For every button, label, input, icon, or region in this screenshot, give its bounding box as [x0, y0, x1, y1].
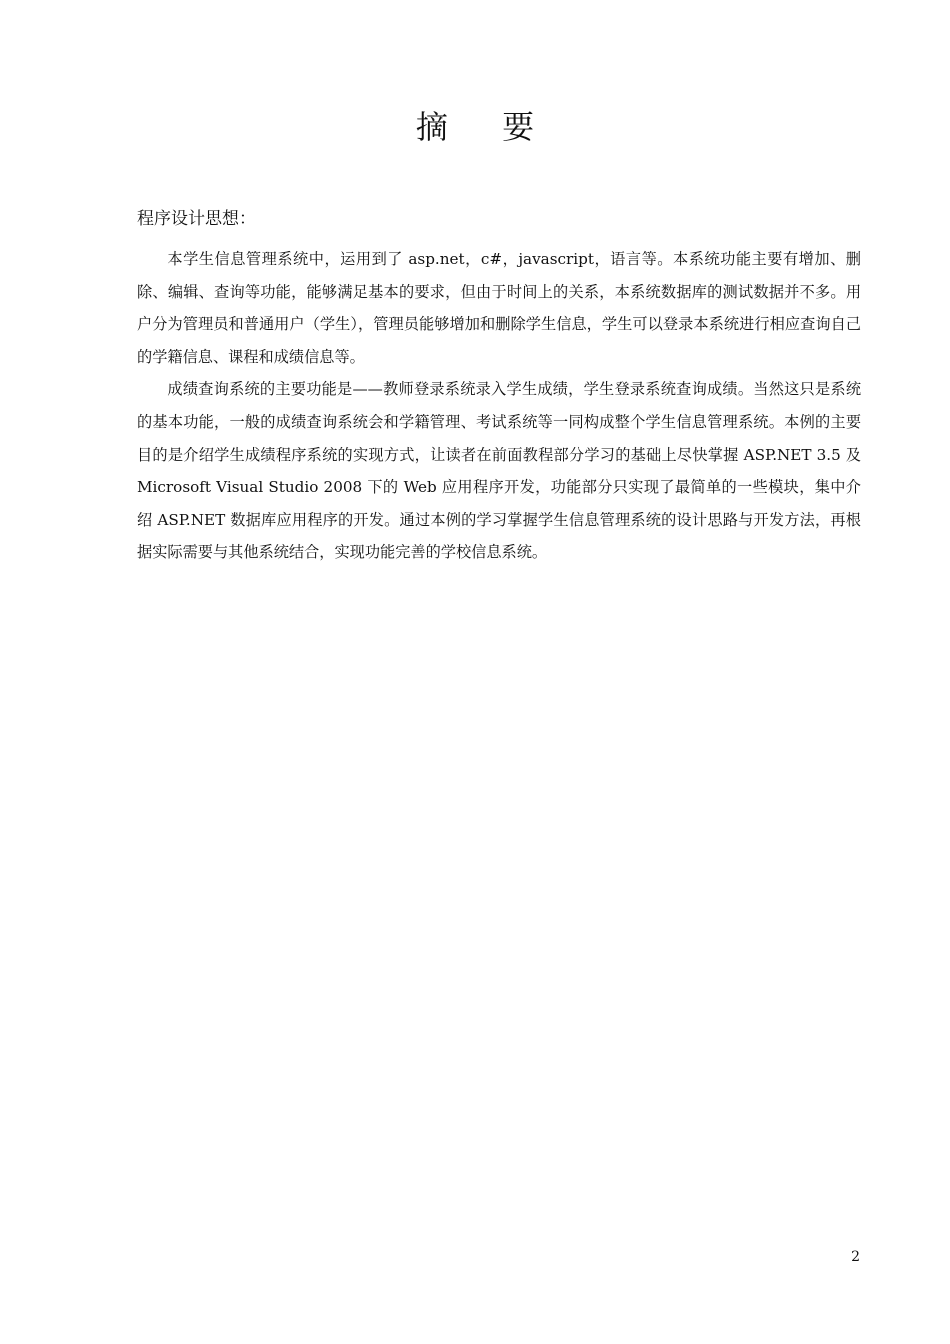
section-subheading: 程序设计思想： — [137, 209, 256, 229]
paragraph-2: 成绩查询系统的主要功能是——教师登录系统录入学生成绩，学生登录系统查询成绩。当然这只是系统的基本功能，一般的成绩查询系统会和学籍管理、考试系统等一同构成整个学生信息管理系统。本例的主要目的是介绍学生成绩程序系统的实现方式，让读者在前面教程部分学习的基础上尽快掌握 ASP.NET 3.5 及 Microsoft Visual Studio 2008 下的 Web 应用程序开发，功能部分只实现了最简单的一些模块，集中介绍 ASP.NET 数据库应用程序的开发。通过本例的学习掌握学生信息管理系统的设计思路与开发方法，再根据实际需要与其他系统结合，实现功能完善的学校信息系统。 — [137, 380, 861, 562]
paragraph-1: 本学生信息管理系统中，运用到了 asp.net，c#，javascript，语言等。本系统功能主要有增加、删除、编辑、查询等功能，能够满足基本的要求，但由于时间上的关系，本系统数据库的测试数据并不多。用户分为管理员和普通用户（学生），管理员能够增加和删除学生信息，学生可以登录本系统进行相应查询自己的学籍信息、课程和成绩信息等。 — [137, 250, 861, 366]
page-title: 摘 要 — [415, 108, 557, 147]
page-number: 2 — [851, 1249, 860, 1265]
abstract-body — [137, 243, 861, 569]
